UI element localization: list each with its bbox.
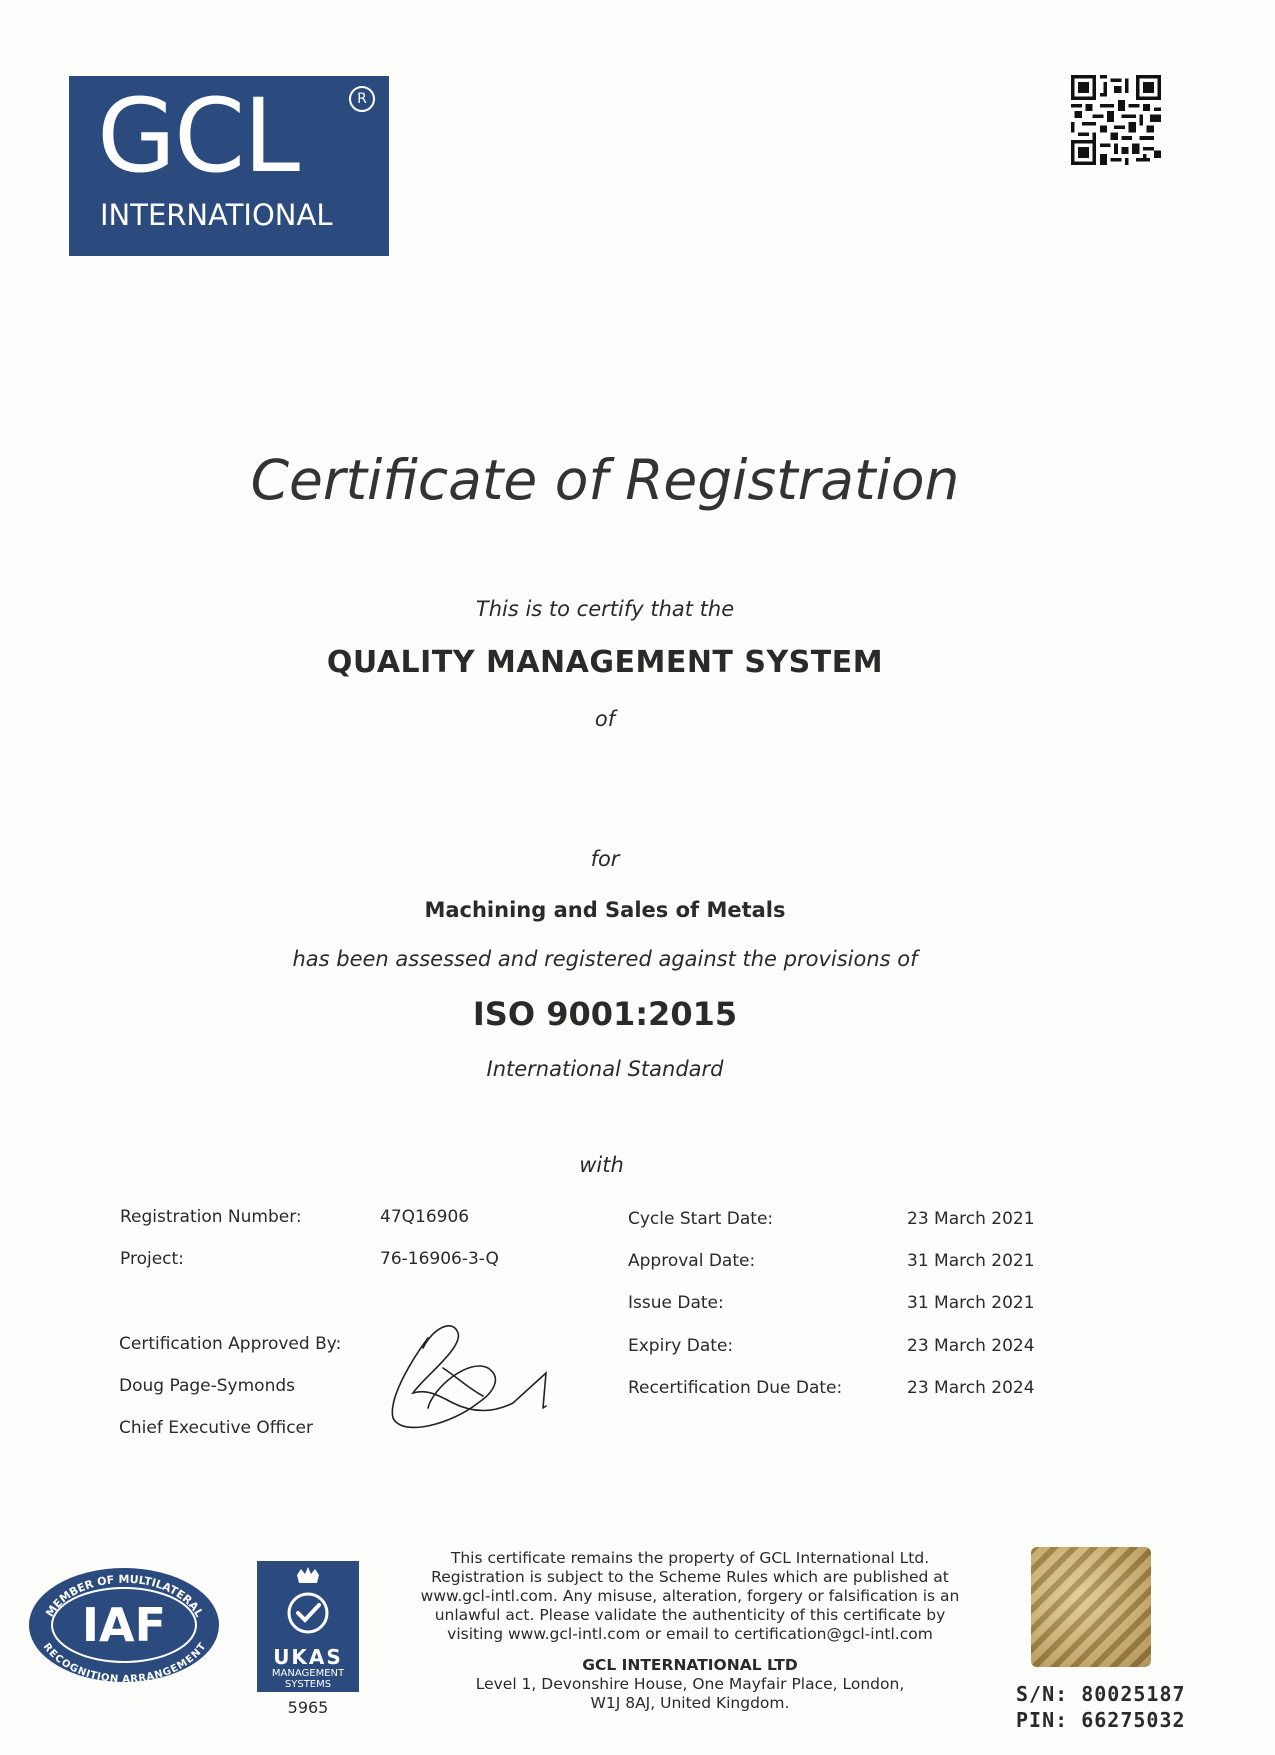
ukas-badge xyxy=(257,1561,359,1692)
gcl-logo xyxy=(69,76,389,256)
hologram-seal-icon xyxy=(1031,1547,1151,1667)
approved-by-label: Certification Approved By: xyxy=(119,1334,342,1354)
serial-number: S/N: 80025187 xyxy=(1016,1682,1186,1706)
iaf-top-text: MEMBER OF MULTILATERAL xyxy=(43,1572,206,1620)
footer-address xyxy=(410,1675,970,1713)
footer-line: www.gcl-intl.com. Any misuse, alteration, forgery or falsification is an xyxy=(420,1587,960,1605)
issue-date-label: Issue Date: xyxy=(628,1293,724,1313)
with-text: with xyxy=(579,1153,624,1177)
pin-number: PIN: 66275032 xyxy=(1016,1708,1186,1732)
certificate-title: Certificate of Registration xyxy=(250,448,960,512)
certify-intro: This is to certify that the xyxy=(475,597,735,621)
cycle-start-value: 23 March 2021 xyxy=(907,1209,1035,1229)
cycle-start-label: Cycle Start Date: xyxy=(628,1209,774,1229)
iaf-badge-icon xyxy=(27,1565,222,1685)
registered-mark-icon: R xyxy=(349,86,375,112)
logo-sub-text: INTERNATIONAL xyxy=(100,198,333,232)
approval-date-label: Approval Date: xyxy=(628,1251,756,1271)
footer-line: unlawful act. Please validate the authenticity of this certificate by xyxy=(434,1606,946,1624)
iaf-main-text: IAF xyxy=(81,1598,167,1652)
registration-number-value: 47Q16906 xyxy=(380,1207,470,1227)
recertification-label: Recertification Due Date: xyxy=(628,1378,843,1398)
ukas-sub2: SYSTEMS xyxy=(284,1679,332,1690)
qr-code-icon xyxy=(1071,75,1161,165)
ukas-name: UKAS xyxy=(273,1645,343,1669)
signature-icon xyxy=(383,1318,553,1438)
footer-disclaimer xyxy=(410,1549,970,1644)
address-line: Level 1, Devonshire House, One Mayfair Place, London, xyxy=(475,1675,905,1693)
iaf-bottom-text: RECOGNITION ARRANGEMENT xyxy=(40,1641,209,1685)
recertification-value: 23 March 2024 xyxy=(907,1378,1035,1398)
standard-type: International Standard xyxy=(486,1057,724,1081)
issue-date-value: 31 March 2021 xyxy=(907,1293,1035,1313)
approval-date-value: 31 March 2021 xyxy=(907,1251,1035,1271)
footer-line: This certificate remains the property of GCL International Ltd. xyxy=(450,1549,930,1567)
ukas-sub1: MANAGEMENT xyxy=(271,1668,345,1679)
expiry-date-label: Expiry Date: xyxy=(628,1336,734,1356)
expiry-date-value: 23 March 2024 xyxy=(907,1336,1035,1356)
approver-role: Chief Executive Officer xyxy=(119,1418,313,1438)
project-label: Project: xyxy=(120,1249,184,1269)
logo-main-text: GCL xyxy=(97,77,299,196)
standard-name: ISO 9001:2015 xyxy=(472,995,738,1033)
of-text: of xyxy=(594,707,616,731)
footer-line: Registration is subject to the Scheme Rules which are published at xyxy=(431,1568,949,1586)
project-value: 76-16906-3-Q xyxy=(380,1249,499,1269)
for-text: for xyxy=(590,847,620,871)
system-name: QUALITY MANAGEMENT SYSTEM xyxy=(326,645,884,680)
footer-company: GCL INTERNATIONAL LTD xyxy=(582,1656,798,1674)
address-line: W1J 8AJ, United Kingdom. xyxy=(590,1694,790,1712)
ukas-number: 5965 xyxy=(287,1698,329,1717)
assessed-text: has been assessed and registered against the provisions of xyxy=(292,947,918,971)
registration-number-label: Registration Number: xyxy=(120,1207,302,1227)
footer-line: visiting www.gcl-intl.com or email to certification@gcl-intl.com xyxy=(447,1625,933,1643)
approver-name: Doug Page-Symonds xyxy=(119,1376,295,1396)
certification-scope: Machining and Sales of Metals xyxy=(424,898,786,922)
